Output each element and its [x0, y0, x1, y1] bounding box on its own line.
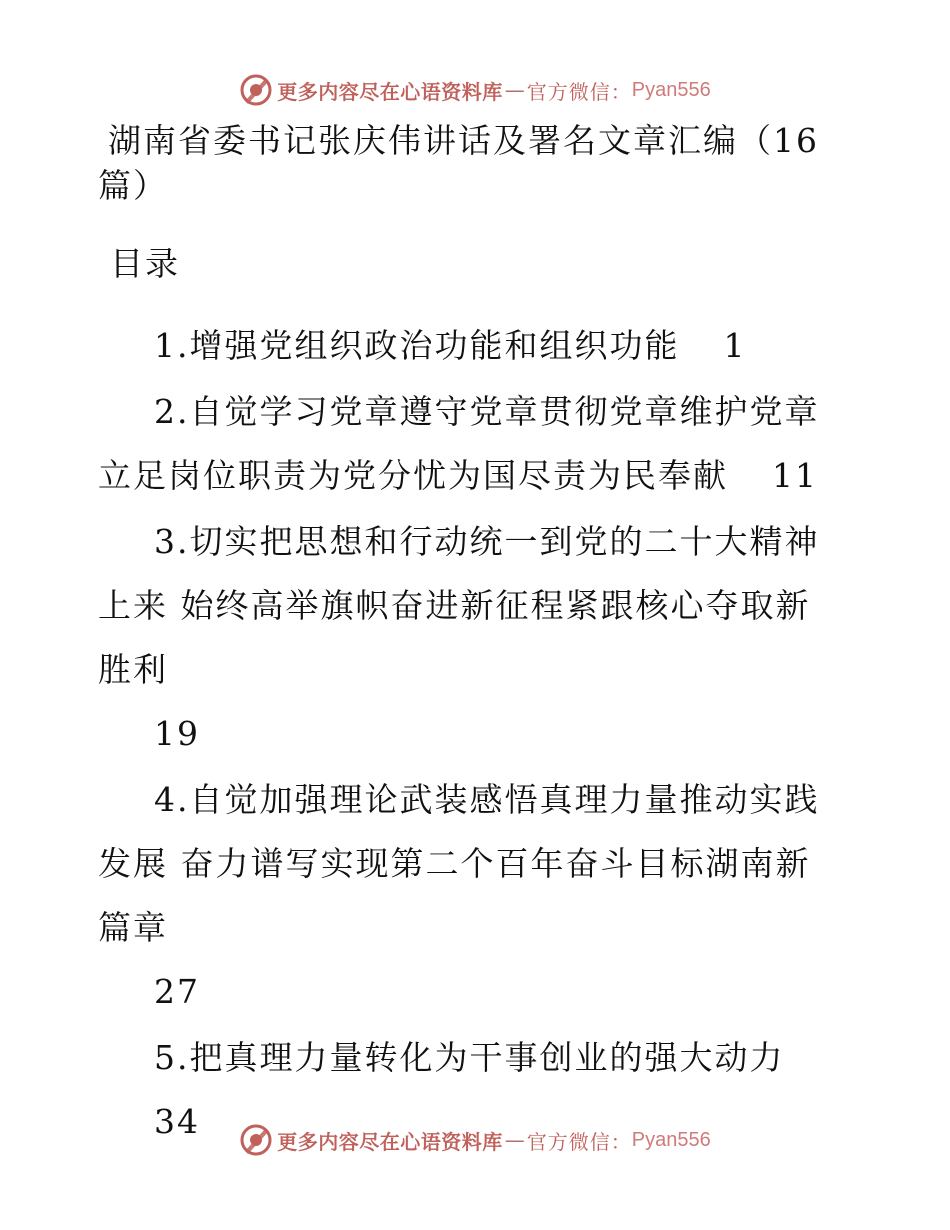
watermark-separator: —: [504, 78, 525, 102]
watermark-wechat-label: 官方微信：: [526, 1129, 632, 1154]
watermark-wechat-label: 官方微信：: [526, 79, 632, 104]
toc-item-page: 27: [154, 972, 200, 1011]
toc-heading: 目录: [110, 244, 180, 283]
toc-item-title: 4.自觉加强理论武装感悟真理力量推动实践发展 奋力谱写实现第二个百年奋斗目标湖南新篇章: [98, 780, 820, 947]
toc-item: [98, 314, 838, 378]
toc-item-page: 19: [154, 714, 200, 753]
toc-item: [98, 510, 838, 766]
pen-logo-icon: [239, 1123, 273, 1157]
pen-logo-icon: [239, 73, 273, 107]
toc-item: [98, 768, 838, 1024]
toc-item-title: 3.切实把思想和行动统一到党的二十大精神上来 始终高举旗帜奋进新征程紧跟核心夺取新胜利: [98, 522, 820, 689]
toc-item-page: 11: [772, 456, 818, 495]
toc-item: [98, 380, 838, 508]
watermark-header: [0, 70, 950, 110]
toc-item-title: 1.增强党组织政治功能和组织功能: [154, 326, 680, 365]
toc-list: [98, 314, 838, 1154]
watermark-wechat-id: Pyan556: [631, 78, 711, 101]
toc-item-page: 1: [723, 326, 747, 365]
toc-item-page: 34: [154, 1102, 200, 1141]
watermark-separator: —: [504, 1128, 525, 1152]
watermark-footer: [0, 1120, 950, 1160]
watermark-main-text: 更多内容尽在心语资料库: [277, 79, 503, 104]
document-body: [98, 118, 838, 1154]
toc-item-title: 2.自觉学习党章遵守党章贯彻党章维护党章立足岗位职责为党分忧为国尽责为民奉献: [98, 392, 820, 495]
watermark-wechat-id: Pyan556: [631, 1128, 711, 1151]
toc-item-title: 5.把真理力量转化为干事创业的强大动力: [154, 1038, 785, 1077]
document-title: 湖南省委书记张庆伟讲话及署名文章汇编（16篇）: [98, 121, 819, 205]
watermark-main-text: 更多内容尽在心语资料库: [277, 1129, 503, 1154]
